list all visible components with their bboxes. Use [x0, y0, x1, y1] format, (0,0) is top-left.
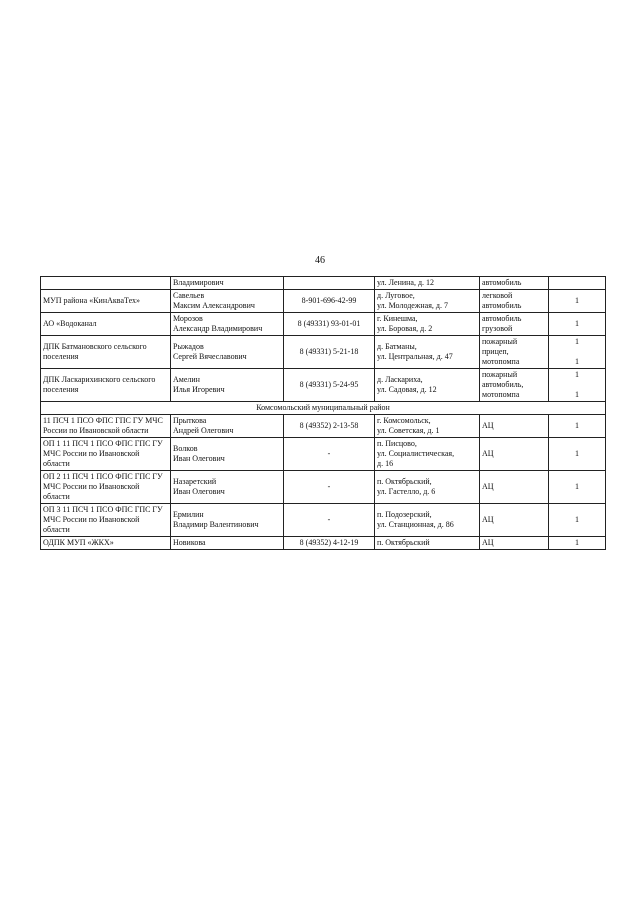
quantity-line: 1: [575, 357, 579, 366]
person-line: Максим Александрович: [173, 301, 255, 310]
person-line: Новикова: [173, 538, 206, 547]
address-line: п. Писцово,: [377, 439, 417, 448]
org-cell: ОДПК МУП «ЖКХ»: [41, 537, 171, 550]
person-cell: [171, 290, 284, 313]
phone-cell: -: [284, 438, 375, 471]
quantity-line: 1: [575, 449, 579, 458]
person-cell: [171, 336, 284, 369]
address-cell: [375, 471, 480, 504]
equipment-line: автомобиль,: [482, 380, 524, 389]
person-line: Ермилин: [173, 510, 204, 519]
table-body: [41, 277, 606, 550]
person-cell: Владимирович: [171, 277, 284, 290]
quantity-cell: [549, 369, 606, 402]
quantity-line: 1: [575, 319, 579, 328]
person-line: Савельев: [173, 291, 205, 300]
person-cell: [171, 313, 284, 336]
equipment-cell: [480, 369, 549, 402]
address-line: ул. Социалистическая,: [377, 449, 455, 458]
person-cell: [171, 537, 284, 550]
person-cell: [171, 369, 284, 402]
org-cell: ДПК Ласкарихинского сельского поселения: [41, 369, 171, 402]
quantity-cell: [549, 504, 606, 537]
address-cell: [375, 290, 480, 313]
person-line: Рыжадов: [173, 342, 204, 351]
equipment-line: мотопомпа: [482, 357, 520, 366]
address-line: п. Октябрьский: [377, 538, 430, 547]
equipment-cell: [480, 415, 549, 438]
org-cell: ОП 3 11 ПСЧ 1 ПСО ФПС ГПС ГУ МЧС России по Ивановской области: [41, 504, 171, 537]
address-cell: [375, 537, 480, 550]
quantity-cell: [549, 415, 606, 438]
org-cell: 11 ПСЧ 1 ПСО ФПС ГПС ГУ МЧС России по Ивановской области: [41, 415, 171, 438]
quantity-line: 1: [575, 390, 579, 399]
table-row: [41, 438, 606, 471]
address-line: ул. Станционная, д. 86: [377, 520, 454, 529]
phone-cell: 8 (49352) 2-13-58: [284, 415, 375, 438]
continuation-row: [41, 277, 606, 290]
address-line: ул. Центральная, д. 47: [377, 352, 453, 361]
table-row: [41, 336, 606, 369]
table-row: [41, 369, 606, 402]
person-line: Александр Владимирович: [173, 324, 263, 333]
phone-cell: 8 (49331) 93-01-01: [284, 313, 375, 336]
table-row: [41, 313, 606, 336]
address-line: ул. Боровая, д. 2: [377, 324, 433, 333]
org-cell: ОП 2 11 ПСЧ 1 ПСО ФПС ГПС ГУ МЧС России по Ивановской области: [41, 471, 171, 504]
phone-cell: 8 (49331) 5-24-95: [284, 369, 375, 402]
quantity-line: 1: [575, 421, 579, 430]
equipment-line: АЦ: [482, 538, 494, 547]
person-cell: [171, 471, 284, 504]
equipment-line: АЦ: [482, 421, 494, 430]
table-row: [41, 415, 606, 438]
equipment-cell: автомобиль: [480, 277, 549, 290]
address-cell: [375, 313, 480, 336]
org-cell: АО «Водоканал: [41, 313, 171, 336]
equipment-cell: [480, 471, 549, 504]
person-line: Сергей Вячеславович: [173, 352, 247, 361]
quantity-line: [551, 380, 603, 390]
equipment-line: прицеп,: [482, 347, 509, 356]
table-row: [41, 537, 606, 550]
equipment-line: АЦ: [482, 482, 494, 491]
quantity-cell: [549, 290, 606, 313]
address-line: д. 16: [377, 459, 394, 468]
person-line: Прыткова: [173, 416, 207, 425]
quantity-cell: [549, 438, 606, 471]
person-cell: [171, 504, 284, 537]
phone-cell: -: [284, 471, 375, 504]
equipment-cell: [480, 290, 549, 313]
address-cell: [375, 504, 480, 537]
equipment-cell: [480, 313, 549, 336]
address-line: д. Батманы,: [377, 342, 417, 351]
phone-cell: 8 (49352) 4-12-19: [284, 537, 375, 550]
person-line: Иван Олегович: [173, 454, 225, 463]
quantity-line: 1: [575, 515, 579, 524]
address-line: д. Луговое,: [377, 291, 415, 300]
org-cell: ДПК Батмановского сельского поселения: [41, 336, 171, 369]
equipment-line: АЦ: [482, 449, 494, 458]
equipment-line: автомобиль: [482, 301, 522, 310]
equipment-cell: [480, 336, 549, 369]
address-cell: [375, 369, 480, 402]
person-line: Андрей Олегович: [173, 426, 234, 435]
equipment-line: легковой: [482, 291, 513, 300]
equipment-line: пожарный: [482, 370, 518, 379]
equipment-line: грузовой: [482, 324, 513, 333]
resources-table: [40, 276, 606, 550]
quantity-line: 1: [575, 538, 579, 547]
address-line: ул. Садовая, д. 12: [377, 385, 437, 394]
address-line: г. Комсомольск,: [377, 416, 431, 425]
address-cell: [375, 438, 480, 471]
equipment-cell: [480, 504, 549, 537]
person-cell: [171, 438, 284, 471]
quantity-cell: [549, 313, 606, 336]
person-line: Илья Игоревич: [173, 385, 225, 394]
quantity-cell: [549, 336, 606, 369]
person-cell: [171, 415, 284, 438]
section-row: [41, 402, 606, 415]
equipment-cell: [480, 438, 549, 471]
equipment-line: мотопомпа: [482, 390, 520, 399]
section-title: Комсомольский муниципальный район: [41, 402, 606, 415]
page-number: 46: [315, 255, 325, 266]
phone-cell: 8-901-696-42-99: [284, 290, 375, 313]
quantity-line: 1: [575, 482, 579, 491]
quantity-line: [551, 347, 603, 357]
quantity-line: 1: [575, 370, 579, 379]
address-cell: ул. Ленина, д. 12: [375, 277, 480, 290]
quantity-line: 1: [575, 296, 579, 305]
table-row: [41, 471, 606, 504]
phone-cell: -: [284, 504, 375, 537]
table-row: [41, 504, 606, 537]
address-cell: [375, 415, 480, 438]
address-line: п. Октябрьский,: [377, 477, 432, 486]
equipment-line: АЦ: [482, 515, 494, 524]
address-line: ул. Советская, д. 1: [377, 426, 440, 435]
address-line: д. Ласкариха,: [377, 375, 423, 384]
phone-cell: 8 (49331) 5-21-18: [284, 336, 375, 369]
address-line: г. Кинешма,: [377, 314, 418, 323]
quantity-cell: [549, 277, 606, 290]
org-cell: [41, 277, 171, 290]
person-line: Амелин: [173, 375, 200, 384]
person-line: Владимир Валентинович: [173, 520, 259, 529]
table-row: [41, 290, 606, 313]
person-line: Назаретский: [173, 477, 217, 486]
equipment-line: пожарный: [482, 337, 518, 346]
quantity-line: 1: [575, 337, 579, 346]
person-line: Морозов: [173, 314, 203, 323]
equipment-line: автомобиль: [482, 314, 522, 323]
quantity-cell: [549, 537, 606, 550]
person-line: Иван Олегович: [173, 487, 225, 496]
org-cell: МУП района «КинАкваТех»: [41, 290, 171, 313]
org-cell: ОП 1 11 ПСЧ 1 ПСО ФПС ГПС ГУ МЧС России по Ивановской области: [41, 438, 171, 471]
equipment-cell: [480, 537, 549, 550]
person-line: Волков: [173, 444, 198, 453]
quantity-cell: [549, 471, 606, 504]
address-line: ул. Молодежная, д. 7: [377, 301, 448, 310]
phone-cell: [284, 277, 375, 290]
address-line: ул. Гастелло, д. 6: [377, 487, 436, 496]
address-cell: [375, 336, 480, 369]
address-line: п. Подозерский,: [377, 510, 432, 519]
